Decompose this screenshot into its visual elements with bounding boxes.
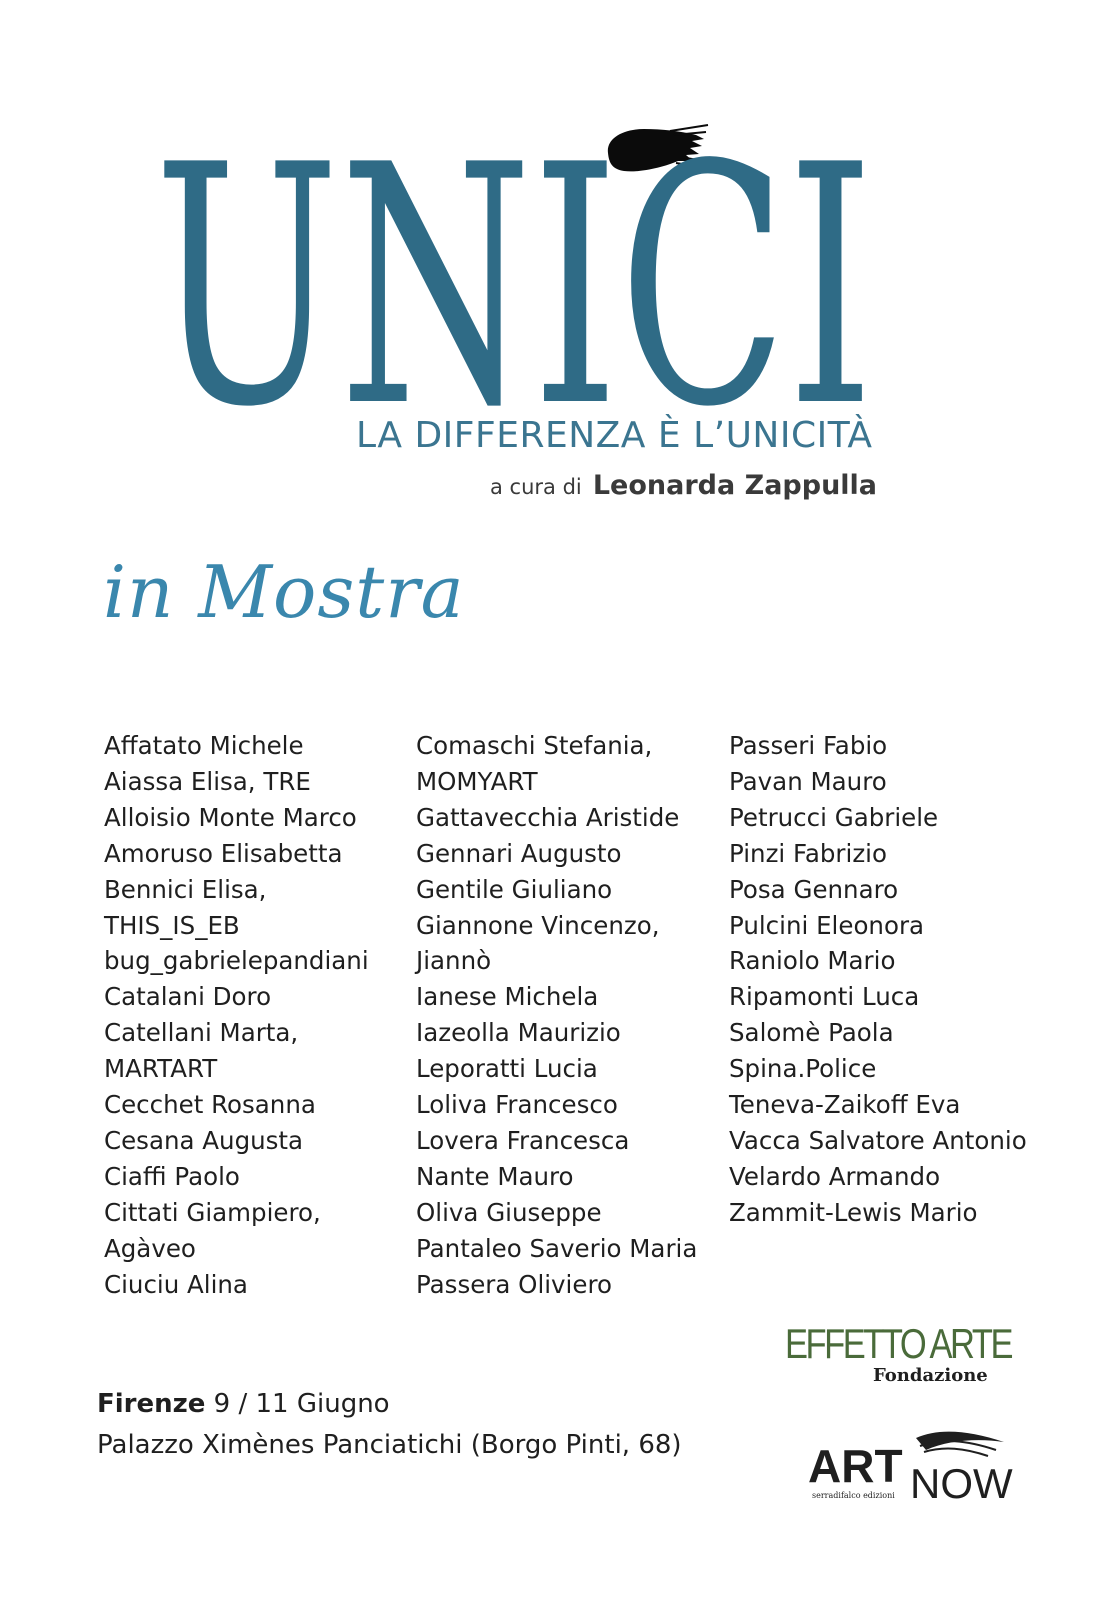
- artist-name: Raniolo Mario: [729, 946, 896, 976]
- artist-name: MARTART: [104, 1054, 218, 1084]
- effetto-arte-logo: [783, 1318, 1013, 1388]
- artist-name: Ciaffi Paolo: [104, 1161, 240, 1191]
- artist-column-2: [416, 728, 697, 1303]
- artist-name: Gentile Giuliano: [416, 874, 613, 904]
- artnow-logo: [808, 1424, 1013, 1507]
- artnow-art: ART: [808, 1440, 903, 1492]
- curator-line: [490, 470, 877, 501]
- artist-name: Salomè Paola: [729, 1018, 894, 1048]
- artist-name: Giannone Vincenzo,: [416, 910, 660, 940]
- artist-name: Jiannò: [416, 946, 492, 976]
- artist-name: Petrucci Gabriele: [729, 802, 939, 832]
- artist-name: Pantaleo Saverio Maria: [416, 1233, 698, 1263]
- effetto-arte-wordmark: EFFETTO ARTE: [785, 1320, 1013, 1367]
- title-text: UNICI: [154, 95, 874, 479]
- event-date-line: [97, 1384, 682, 1425]
- artist-name: Passeri Fabio: [729, 731, 888, 760]
- artist-name: Iazeolla Maurizio: [416, 1018, 621, 1048]
- artist-column-3: [729, 728, 1027, 1231]
- artist-name: Nante Mauro: [416, 1161, 574, 1191]
- artist-name: Teneva-Zaikoff Eva: [729, 1090, 961, 1120]
- event-city: Firenze: [97, 1389, 206, 1419]
- artist-name: bug_gabrielepandiani: [104, 946, 369, 976]
- artist-name: Amoruso Elisabetta: [104, 838, 343, 868]
- subtitle: LA DIFFERENZA È L’UNICITÀ: [356, 415, 873, 456]
- artist-name: Ianese Michela: [416, 982, 599, 1012]
- artist-name: Lovera Francesca: [416, 1125, 630, 1155]
- artist-column-1: [104, 728, 369, 1303]
- artist-name: Pavan Mauro: [729, 766, 887, 796]
- artist-name: Gennari Augusto: [416, 838, 622, 868]
- artist-name: Spina.Police: [729, 1054, 877, 1084]
- artist-name: Leporatti Lucia: [416, 1054, 598, 1084]
- artist-name: Oliva Giuseppe: [416, 1197, 602, 1227]
- event-info: [97, 1384, 682, 1466]
- artist-name: Aiassa Elisa, TRE: [104, 766, 311, 796]
- artist-name: THIS_IS_EB: [104, 910, 240, 940]
- artist-name: Passera Oliviero: [416, 1269, 612, 1299]
- event-venue: Palazzo Ximènes Panciatichi (Borgo Pinti, 68): [97, 1430, 682, 1460]
- wing-icon: [916, 1432, 1004, 1450]
- section-heading: in Mostra: [103, 550, 465, 634]
- artnow-now: NOW: [910, 1460, 1013, 1507]
- artist-name: Agàveo: [104, 1233, 196, 1263]
- curator-prefix: a cura di: [490, 475, 582, 499]
- artist-name: MOMYART: [416, 766, 538, 796]
- artist-name: Affatato Michele: [104, 731, 304, 760]
- artist-name: Cesana Augusta: [104, 1125, 304, 1155]
- artist-name: Velardo Armando: [729, 1161, 941, 1191]
- artist-name: Cittati Giampiero,: [104, 1197, 321, 1227]
- artist-name: Pulcini Eleonora: [729, 910, 925, 940]
- artist-name: Alloisio Monte Marco: [104, 802, 357, 832]
- artist-name: Gattavecchia Aristide: [416, 802, 680, 832]
- artist-name: Pinzi Fabrizio: [729, 838, 887, 868]
- artist-name: Comaschi Stefania,: [416, 731, 653, 760]
- artist-name: Zammit-Lewis Mario: [729, 1197, 978, 1227]
- artist-name: Ripamonti Luca: [729, 982, 920, 1012]
- artist-name: Posa Gennaro: [729, 874, 899, 904]
- artist-name: Cecchet Rosanna: [104, 1090, 316, 1120]
- artist-name: Loliva Francesco: [416, 1090, 618, 1120]
- artist-name: Bennici Elisa,: [104, 874, 267, 904]
- effetto-arte-subtitle: Fondazione: [873, 1365, 988, 1386]
- artist-name: Ciuciu Alina: [104, 1269, 248, 1299]
- artist-name: Catellani Marta,: [104, 1018, 299, 1048]
- curator-name: Leonarda Zappulla: [592, 470, 878, 501]
- artist-name: Catalani Doro: [104, 982, 272, 1012]
- event-dates: 9 / 11 Giugno: [213, 1389, 390, 1419]
- artnow-publisher: serradifalco edizioni: [812, 1491, 895, 1500]
- artist-name: Vacca Salvatore Antonio: [729, 1125, 1027, 1155]
